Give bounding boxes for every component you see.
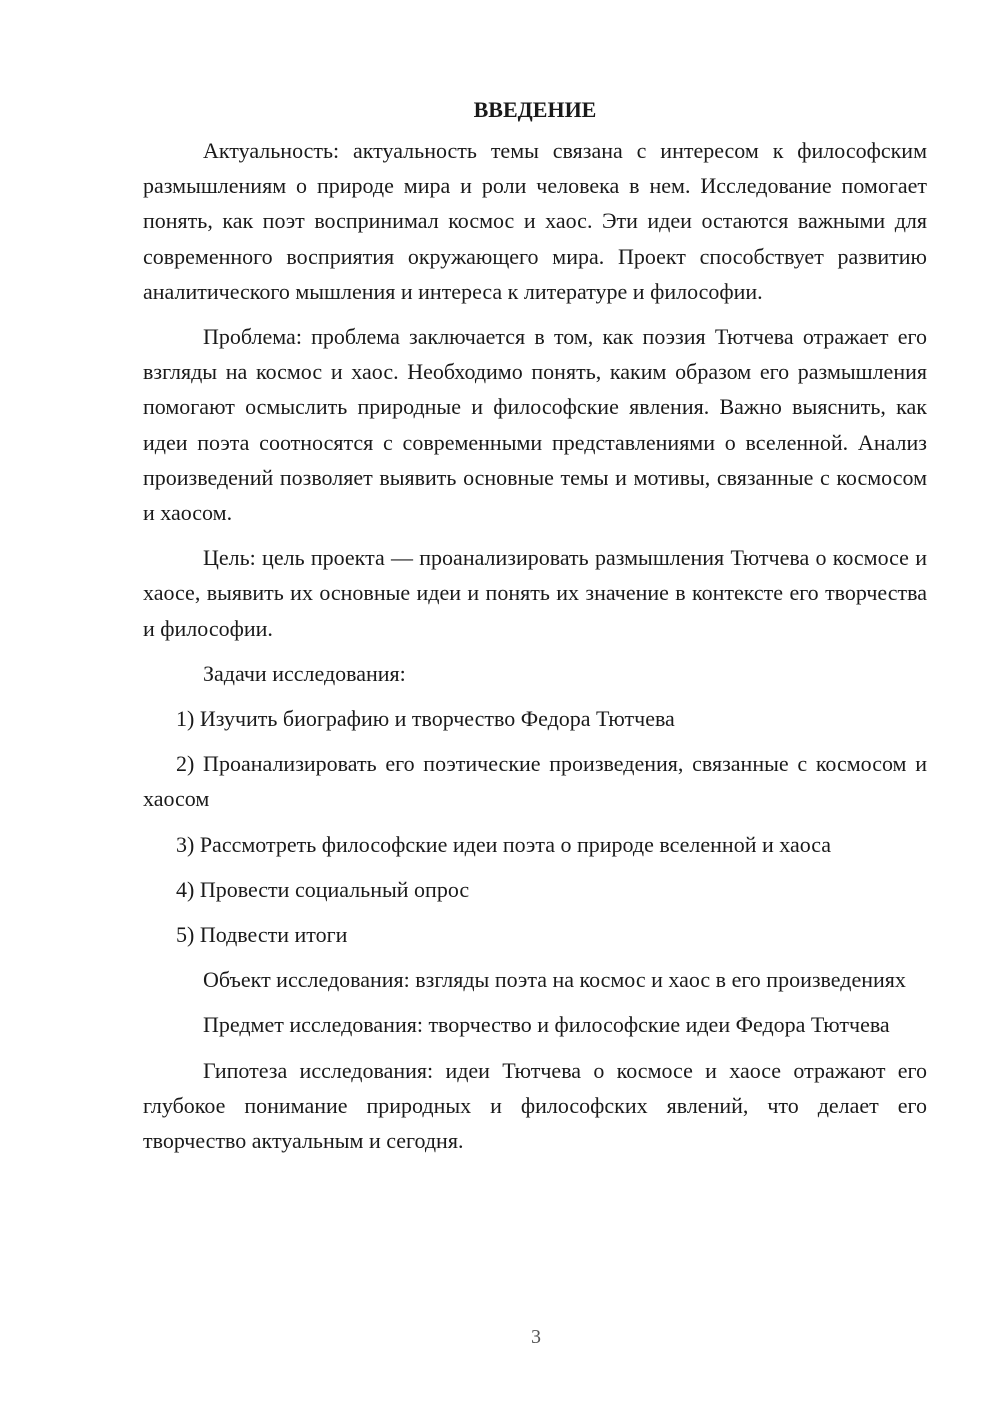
task-item-1: 1) Изучить биографию и творчество Федора Тютчева: [176, 706, 675, 732]
task-item-3: 3) Рассмотреть философские идеи поэта о природе вселенной и хаоса: [176, 831, 832, 857]
task-item-2: 2) Проанализировать его поэтические произведения, связанные с космосом и хаосом: [143, 751, 927, 812]
document-page: [143, 92, 927, 1168]
tasks-heading: Задачи исследования:: [203, 660, 406, 686]
goal-paragraph: Цель: цель проекта — проанализировать размышления Тютчева о космосе и хаосе, выявить их основные идеи и понять их значение в контексте его творчества и философии.: [143, 545, 927, 641]
hypothesis-paragraph: Гипотеза исследования: идеи Тютчева о космосе и хаосе отражают его глубокое понимание природных и философских явлений, что делает его творчество актуальным и сегодня.: [143, 1057, 927, 1154]
task-item-4: 4) Провести социальный опрос: [176, 876, 470, 902]
object-paragraph: Объект исследования: взгляды поэта на космос и хаос в его произведениях: [203, 967, 906, 993]
page-number: 3: [531, 1326, 541, 1348]
section-title: ВВЕДЕНИЕ: [473, 97, 597, 122]
relevance-paragraph: Актуальность: актуальность темы связана с интересом к философским размышлениям о природе мира и роли человека в нем. Исследование помогает понять, как поэт воспринимал космос и хаос. Эти идеи остаются важными для современного восприятия окружающего мира. Проект способствует развитию аналитического мышления и интереса к литературе и философии.: [143, 138, 927, 304]
task-item-5: 5) Подвести итоги: [176, 922, 348, 948]
subject-paragraph: Предмет исследования: творчество и философские идеи Федора Тютчева: [203, 1012, 890, 1038]
problem-paragraph: Проблема: проблема заключается в том, как поэзия Тютчева отражает его взгляды на космос и хаос. Необходимо понять, каким образом его размышления помогают осмыслить природные и философские явления. Важно выяснить, как идеи поэта соотносятся с современными представлениями о вселенной. Анализ произведений позволяет выявить основные темы и мотивы, связанные с космосом и хаосом.: [143, 324, 927, 526]
